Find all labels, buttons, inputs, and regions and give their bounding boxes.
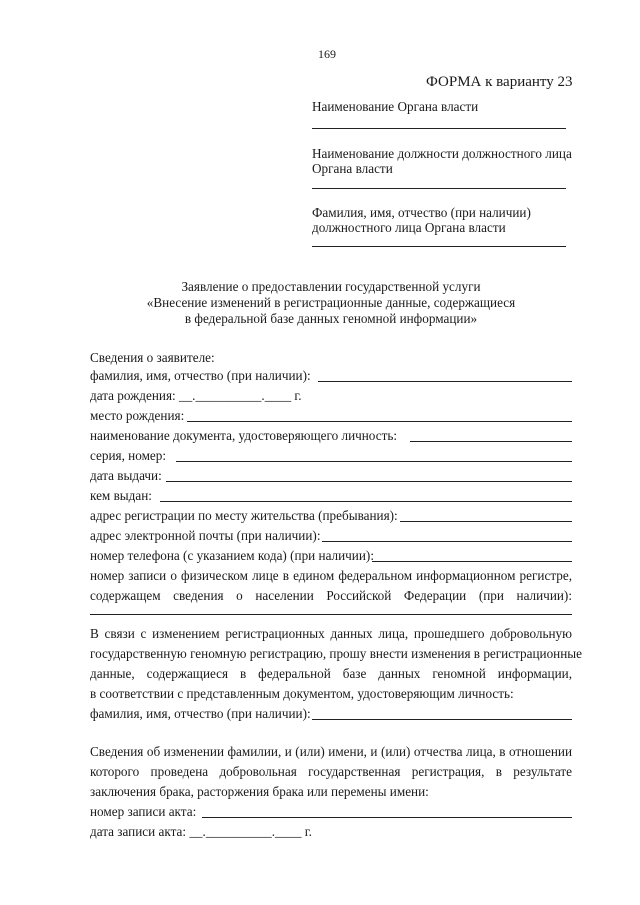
id-document-field[interactable] — [410, 441, 572, 442]
reg-address-label: адрес регистрации по месту жительства (пребывания): — [90, 508, 398, 523]
act-date-label[interactable]: дата записи акта: __.__________.____ г. — [90, 824, 312, 839]
act-number-label: номер записи акта: — [90, 804, 197, 819]
series-number-row — [90, 448, 572, 464]
email-label: адрес электронной почты (при наличии): — [90, 528, 321, 543]
register-line-2: содержащем сведения о населении Российской Федерации (при наличии): — [90, 588, 572, 603]
issued-by-label: кем выдан: — [90, 488, 152, 503]
issue-date-label: дата выдачи: — [90, 468, 162, 483]
act-number-field[interactable] — [202, 817, 572, 818]
register-line-1: номер записи о физическом лице в едином федеральном информационном регистре, — [90, 568, 572, 583]
change-request-line-4: в соответствии с представленным документом, удостоверяющим личность: — [90, 686, 514, 701]
heading-line-1: Заявление о предоставлении государственной услуги — [181, 279, 481, 294]
official-name-label-1: Фамилия, имя, отчество (при наличии) — [312, 205, 531, 220]
name-change-line-1: Сведения об изменении фамилии, и (или) имени, и (или) отчества лица, в отношении — [90, 744, 572, 759]
applicant-full-name-row — [90, 368, 572, 384]
authority-name-field[interactable] — [312, 128, 566, 129]
heading-line-2: «Внесение изменений в регистрационные данные, содержащиеся — [146, 295, 516, 310]
birth-place-row — [90, 408, 572, 424]
new-full-name-row — [90, 706, 572, 722]
act-date-row — [90, 824, 572, 840]
applicant-full-name-field[interactable] — [318, 381, 572, 382]
page-number: 169 — [318, 47, 336, 61]
reg-address-field[interactable] — [400, 521, 572, 522]
issued-by-field[interactable] — [160, 501, 572, 502]
phone-row — [90, 548, 572, 564]
name-change-line-3: заключения брака, расторжения брака или перемены имени: — [90, 784, 429, 799]
phone-field[interactable] — [372, 561, 572, 562]
official-position-field[interactable] — [312, 188, 566, 189]
register-number-field[interactable] — [90, 614, 572, 615]
email-field[interactable] — [322, 541, 572, 542]
id-document-row — [90, 428, 572, 444]
authority-name-label: Наименование Органа власти — [312, 99, 479, 114]
birth-place-label: место рождения: — [90, 408, 185, 423]
new-full-name-field[interactable] — [312, 719, 572, 720]
official-name-label-2: должностного лица Органа власти — [312, 220, 506, 235]
email-row — [90, 528, 572, 544]
official-position-label-2: Органа власти — [312, 161, 393, 176]
birth-date-row — [90, 388, 572, 404]
reg-address-row — [90, 508, 572, 524]
form-title: ФОРМА к варианту 23 — [426, 74, 573, 90]
issue-date-field[interactable] — [166, 481, 572, 482]
official-name-field[interactable] — [312, 246, 566, 247]
heading-line-3: в федеральной базе данных геномной информации» — [184, 311, 478, 326]
phone-label: номер телефона (с указанием кода) (при наличии): — [90, 548, 374, 563]
issue-date-row — [90, 468, 572, 484]
birth-place-field[interactable] — [187, 421, 572, 422]
name-change-line-2: которого проведена добровольная государственная регистрация, в результате — [90, 764, 572, 779]
id-document-label: наименование документа, удостоверяющего личность: — [90, 428, 398, 443]
issued-by-row — [90, 488, 572, 504]
official-position-label-1: Наименование должности должностного лица — [312, 146, 572, 161]
act-number-row — [90, 804, 572, 820]
applicant-section-title: Сведения о заявителе: — [90, 350, 215, 365]
series-number-label: серия, номер: — [90, 448, 167, 463]
change-request-line-2: государственную геномную регистрацию, прошу внести изменения в регистрационные — [90, 646, 582, 661]
change-request-line-3: данные, содержащиеся в федеральной базе данных геномной информации, — [90, 666, 572, 681]
applicant-full-name-label: фамилия, имя, отчество (при наличии): — [90, 368, 311, 383]
series-number-field[interactable] — [176, 461, 572, 462]
change-request-line-1: В связи с изменением регистрационных данных лица, прошедшего добровольную — [90, 626, 572, 641]
new-full-name-label: фамилия, имя, отчество (при наличии): — [90, 706, 311, 721]
birth-date-label[interactable]: дата рождения: __.__________.____ г. — [90, 388, 302, 403]
